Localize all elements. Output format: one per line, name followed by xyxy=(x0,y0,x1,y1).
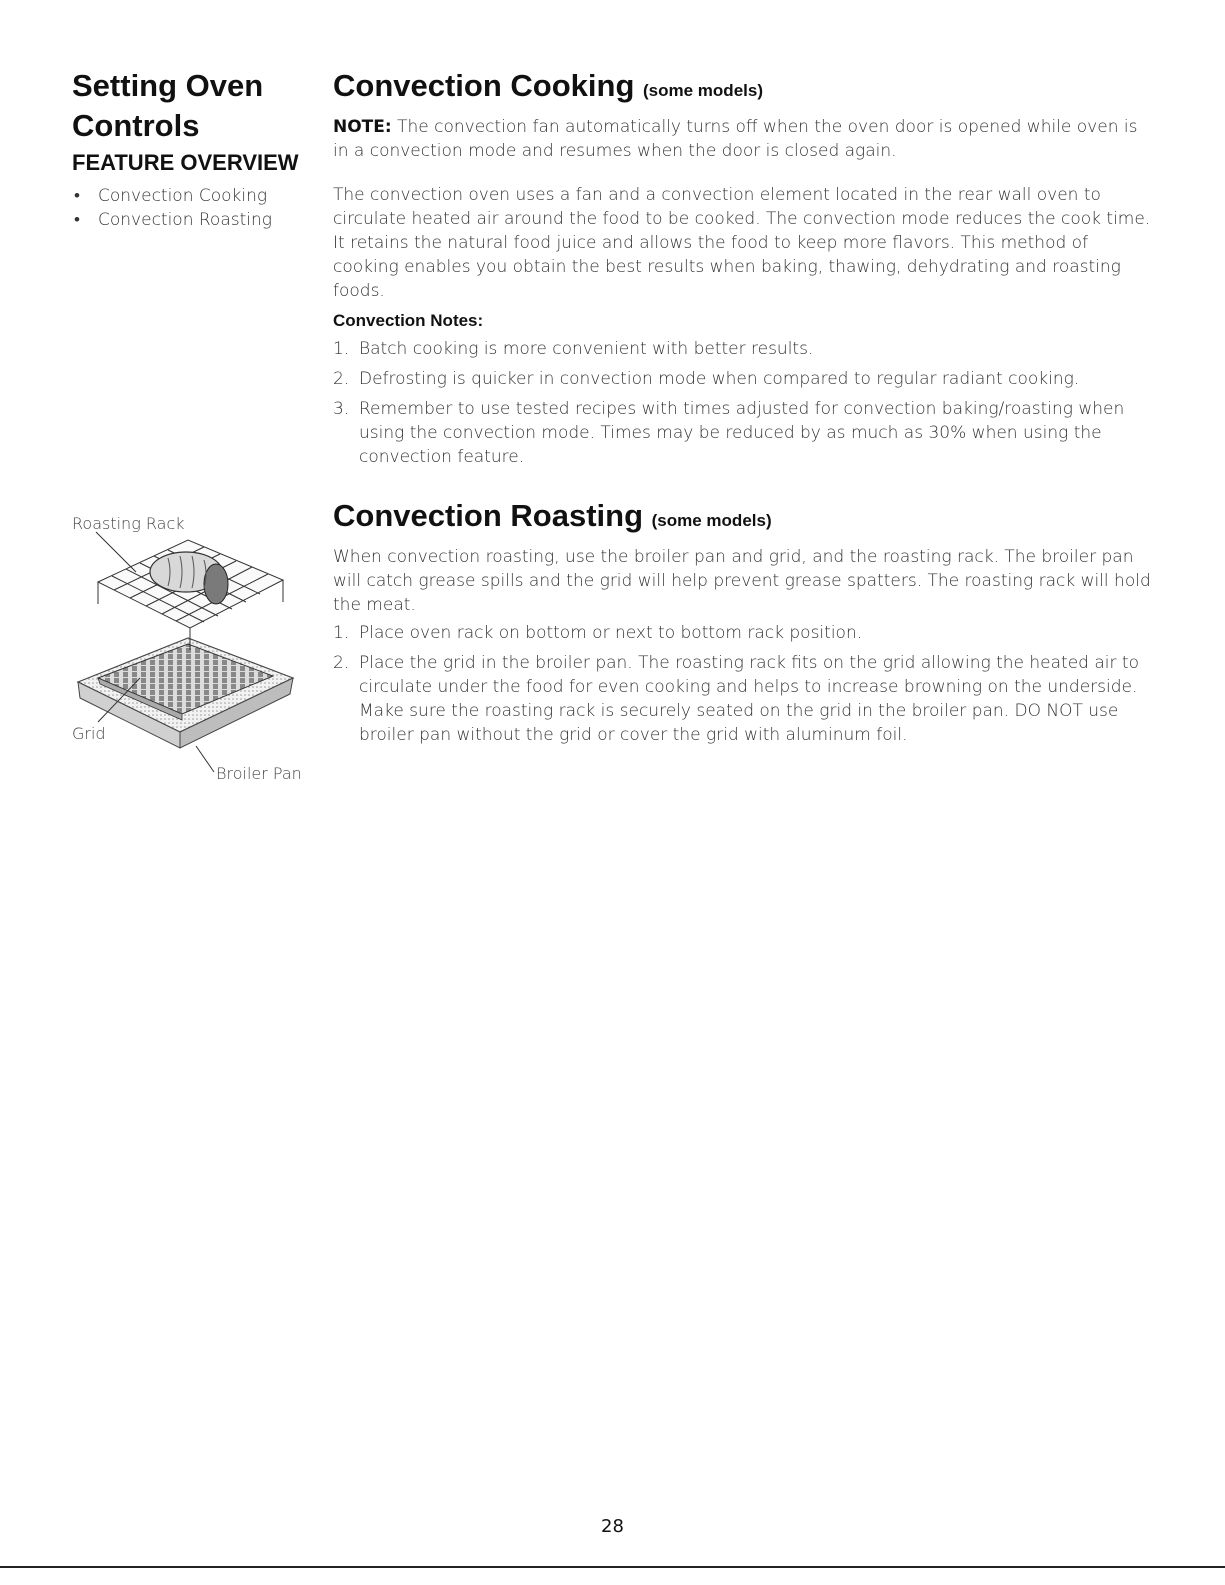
list-item xyxy=(333,337,1153,361)
list-number: 3. xyxy=(333,399,350,419)
note-paragraph xyxy=(333,115,1153,163)
feature-item: • Convection Roasting xyxy=(72,208,312,232)
heading-suffix: (some models) xyxy=(651,511,772,530)
note-text: The convection fan automatically turns off when the oven door is opened while oven is in a convection mode and resumes when the door is closed again. xyxy=(333,117,1138,161)
pan-leader-line xyxy=(196,746,214,772)
label-roasting-rack: Roasting Rack xyxy=(72,514,185,533)
sidebar xyxy=(72,66,312,232)
sidebar-title: Setting Oven Controls xyxy=(72,68,264,143)
list-number: 1. xyxy=(333,339,350,359)
list-item xyxy=(333,621,1153,645)
list-text: Place the grid in the broiler pan. The roasting rack fits on the grid allowing the heated air to circulate under the food for even cooking and helps to increase browning on the underside. Make sure the roasting rack is securely seated on the grid in the broiler pan. DO NOT use broiler pan without the grid or cover the grid with aluminum foil. xyxy=(359,653,1139,745)
list-text: Place oven rack on bottom or next to bottom rack position. xyxy=(359,623,863,643)
intro-paragraph: When convection roasting, use the broiler pan and grid, and the roasting rack. The broiler pan will catch grease spills and the grid will help prevent grease spatters. The roasting rack will hold the meat. xyxy=(333,547,1151,615)
list-text: Defrosting is quicker in convection mode when compared to regular radiant cooking. xyxy=(359,369,1080,389)
section-convection-cooking xyxy=(333,66,1153,475)
body-paragraph: The convection oven uses a fan and a convection element located in the rear wall oven to circulate heated air around the food to be cooked. The convection mode reduces the cook time. It retains the natural food juice and allows the food to keep more flavors. This method of cooking enables you obtain the best results when baking, thawing, dehydrating and roasting foods. xyxy=(333,185,1151,301)
notes-heading: Convection Notes: xyxy=(333,311,484,330)
label-grid: Grid xyxy=(72,724,106,743)
list-text: Remember to use tested recipes with times adjusted for convection baking/roasting when using the convection mode. Times may be reduced by as much as 30% when using the convection feature. xyxy=(359,399,1125,467)
page-number: 28 xyxy=(601,1516,624,1537)
list-number: 2. xyxy=(333,653,350,673)
label-broiler-pan: Broiler Pan xyxy=(216,764,302,783)
heading-suffix: (some models) xyxy=(643,81,763,100)
list-item xyxy=(333,651,1153,747)
feature-item: • Convection Cooking xyxy=(72,184,312,208)
list-item xyxy=(333,397,1153,469)
list-number: 1. xyxy=(333,623,350,643)
notes-list xyxy=(333,337,1153,469)
rack-leader-line xyxy=(96,532,136,572)
section-heading xyxy=(333,66,1153,111)
section-convection-roasting xyxy=(333,496,1153,753)
list-item xyxy=(333,367,1153,391)
steps-list xyxy=(333,621,1153,747)
sidebar-subtitle: FEATURE OVERVIEW xyxy=(72,150,299,175)
heading-text: Convection Roasting xyxy=(333,498,644,533)
list-number: 2. xyxy=(333,369,350,389)
list-text: Batch cooking is more convenient with better results. xyxy=(359,339,814,359)
broiler-pan-illustration xyxy=(68,510,308,795)
bottom-rule xyxy=(0,1566,1225,1568)
heading-text: Convection Cooking xyxy=(333,68,635,103)
broiler-pan-drawing xyxy=(68,510,308,795)
section-heading xyxy=(333,496,1153,541)
feature-list xyxy=(72,184,312,232)
note-label: NOTE: xyxy=(333,117,392,137)
